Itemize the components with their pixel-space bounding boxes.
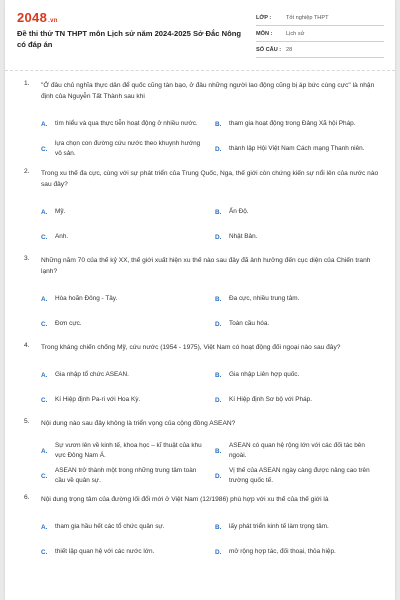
option-letter: B. xyxy=(215,295,222,303)
answer-option[interactable] xyxy=(41,201,205,223)
answer-options xyxy=(41,440,379,490)
option-text: Mỹ. xyxy=(55,207,66,215)
option-letter: C. xyxy=(41,396,48,404)
option-text: tham gia hoạt động trong Đảng Xã hội Pháp. xyxy=(229,119,356,127)
option-text: Nhật Bản. xyxy=(229,232,258,240)
answer-option[interactable] xyxy=(41,516,205,538)
option-letter: B. xyxy=(215,120,222,128)
question xyxy=(5,342,395,414)
exam-meta-table xyxy=(256,10,384,58)
meta-row-class xyxy=(256,10,384,26)
question-text: Nội dung nào sau đây không là triển vọng của cộng đồng ASEAN? xyxy=(41,420,236,427)
option-letter: A. xyxy=(41,208,48,216)
option-text: ASEAN có quan hệ rộng lớn với các đối tác bên ngoài. xyxy=(229,441,365,459)
logo-tld: .vn xyxy=(48,18,58,24)
meta-key: MÔN : xyxy=(256,30,273,37)
meta-key: LỚP : xyxy=(256,14,272,21)
answer-option[interactable] xyxy=(215,465,379,487)
answer-option[interactable] xyxy=(215,113,379,135)
answer-options xyxy=(41,364,379,414)
answer-option[interactable] xyxy=(41,226,205,248)
answer-options xyxy=(41,288,379,338)
option-letter: D. xyxy=(215,233,222,241)
question xyxy=(5,80,395,163)
option-text: Vị thế của ASEAN ngày càng được nâng cao trên trường quốc tế. xyxy=(229,466,370,484)
answer-option[interactable] xyxy=(41,440,205,462)
header-divider xyxy=(5,70,395,71)
option-letter: B. xyxy=(215,208,222,216)
answer-option[interactable] xyxy=(41,138,205,160)
option-letter: C. xyxy=(41,472,48,480)
option-text: Ấn Độ. xyxy=(229,207,249,215)
option-letter: A. xyxy=(41,120,48,128)
document-title: Đề thi thử TN THPT môn Lịch sử năm 2024-2025 Sở Đắc Nông có đáp án xyxy=(17,29,242,49)
question xyxy=(5,418,395,490)
option-text: lấy phát triển kinh tế làm trọng tâm. xyxy=(229,522,329,530)
answer-option[interactable] xyxy=(41,364,205,386)
option-letter: D. xyxy=(215,320,222,328)
option-text: Kí Hiệp định Pa-ri với Hoa Kỳ. xyxy=(55,395,141,403)
option-letter: A. xyxy=(41,447,48,455)
logo-text: 2048 xyxy=(17,10,48,25)
answer-option[interactable] xyxy=(215,440,379,462)
option-letter: C. xyxy=(41,145,48,153)
answer-option[interactable] xyxy=(215,288,379,310)
question xyxy=(5,255,395,338)
option-text: thiết lập quan hệ với các nước lớn. xyxy=(55,547,155,555)
question-number: 6. xyxy=(24,494,30,501)
question-number: 4. xyxy=(24,342,30,349)
meta-key: SỐ CÂU : xyxy=(256,46,282,53)
question-number: 5. xyxy=(24,418,30,425)
option-text: mở rộng hợp tác, đối thoại, thỏa hiệp. xyxy=(229,547,336,555)
answer-option[interactable] xyxy=(41,288,205,310)
question-text: Trong kháng chiến chống Mỹ, cứu nước (1954 - 1975), Việt Nam có hoạt động đối ngoại nào sau đây? xyxy=(41,344,341,351)
question-number: 1. xyxy=(24,80,30,87)
answer-option[interactable] xyxy=(41,113,205,135)
answer-option[interactable] xyxy=(215,364,379,386)
option-text: Đa cực, nhiều trung tâm. xyxy=(229,294,300,302)
answer-option[interactable] xyxy=(215,226,379,248)
question-text: "Ở đâu chủ nghĩa thực dân để quốc cũng tàn bạo, ở đâu những người lao động cũng bị áp bức cùng cực" là nhận định của Nguyễn Tất Thành sau khi xyxy=(41,82,375,100)
question-list xyxy=(5,80,395,566)
answer-option[interactable] xyxy=(215,313,379,335)
document-header xyxy=(5,0,395,66)
answer-options xyxy=(41,113,379,163)
answer-option[interactable] xyxy=(41,541,205,563)
option-letter: B. xyxy=(215,447,222,455)
answer-option[interactable] xyxy=(41,313,205,335)
answer-option[interactable] xyxy=(215,541,379,563)
meta-value: Tốt nghiệp THPT xyxy=(286,14,329,21)
answer-option[interactable] xyxy=(41,465,205,487)
meta-value: 28 xyxy=(286,46,293,53)
option-text: Anh. xyxy=(55,232,69,240)
answer-option[interactable] xyxy=(215,138,379,160)
option-text: Hòa hoãn Đông - Tây. xyxy=(55,294,118,302)
option-letter: A. xyxy=(41,371,48,379)
option-text: Kí Hiệp định Sơ bộ với Pháp. xyxy=(229,395,312,403)
option-letter: D. xyxy=(215,145,222,153)
answer-options xyxy=(41,201,379,251)
option-text: Đơn cực. xyxy=(55,319,82,327)
option-letter: B. xyxy=(215,523,222,531)
option-letter: D. xyxy=(215,548,222,556)
meta-value: Lịch sử xyxy=(286,30,305,37)
question-number: 2. xyxy=(24,168,30,175)
option-letter: C. xyxy=(41,233,48,241)
option-letter: B. xyxy=(215,371,222,379)
option-text: Toàn cầu hóa. xyxy=(229,319,270,327)
question-number: 3. xyxy=(24,255,30,262)
option-letter: C. xyxy=(41,320,48,328)
option-letter: D. xyxy=(215,396,222,404)
option-letter: C. xyxy=(41,548,48,556)
option-letter: D. xyxy=(215,472,222,480)
option-text: ASEAN trở thành một trong những trung tâm toàn cầu về quân sự. xyxy=(55,466,197,484)
option-text: Gia nhập Liên hợp quốc. xyxy=(229,370,300,378)
answer-options xyxy=(41,516,379,566)
option-text: Gia nhập tổ chức ASEAN. xyxy=(55,370,129,378)
answer-option[interactable] xyxy=(41,389,205,411)
option-text: thành lập Hội Việt Nam Cách mạng Thanh niên. xyxy=(229,144,365,152)
question-text: Trong xu thế đa cực, cùng với sự phát triển của Trung Quốc, Nga, thế giới còn chứng kiến sự nổi lên của nước nào sau đây? xyxy=(41,170,379,188)
question-text: Nội dung trọng tâm của đường lối đổi mới ở Việt Nam (12/1986) phù hợp với xu thế của thế giới là xyxy=(41,496,329,503)
meta-row-question-count xyxy=(256,42,384,58)
option-text: lựa chọn con đường cứu nước theo khuynh hướng vô sản. xyxy=(55,139,201,157)
option-text: Sự vươn lên về kinh tế, khoa học – kĩ thuật của khu vực Đông Nam Á. xyxy=(55,441,202,459)
document-page xyxy=(5,0,395,600)
question-text: Những năm 70 của thế kỷ XX, thế giới xuất hiện xu thế nào sau đây đã ảnh hưởng đến cục diện của Chiến tranh lạnh? xyxy=(41,257,371,275)
option-letter: A. xyxy=(41,523,48,531)
site-logo[interactable] xyxy=(17,10,58,25)
option-text: tham gia hầu hết các tổ chức quân sự. xyxy=(55,522,165,530)
question xyxy=(5,168,395,251)
option-letter: A. xyxy=(41,295,48,303)
meta-row-subject xyxy=(256,26,384,42)
option-text: tìm hiểu và qua thực tiễn hoạt động ở nhiều nước. xyxy=(55,119,198,127)
answer-option[interactable] xyxy=(215,389,379,411)
question xyxy=(5,494,395,566)
answer-option[interactable] xyxy=(215,201,379,223)
answer-option[interactable] xyxy=(215,516,379,538)
